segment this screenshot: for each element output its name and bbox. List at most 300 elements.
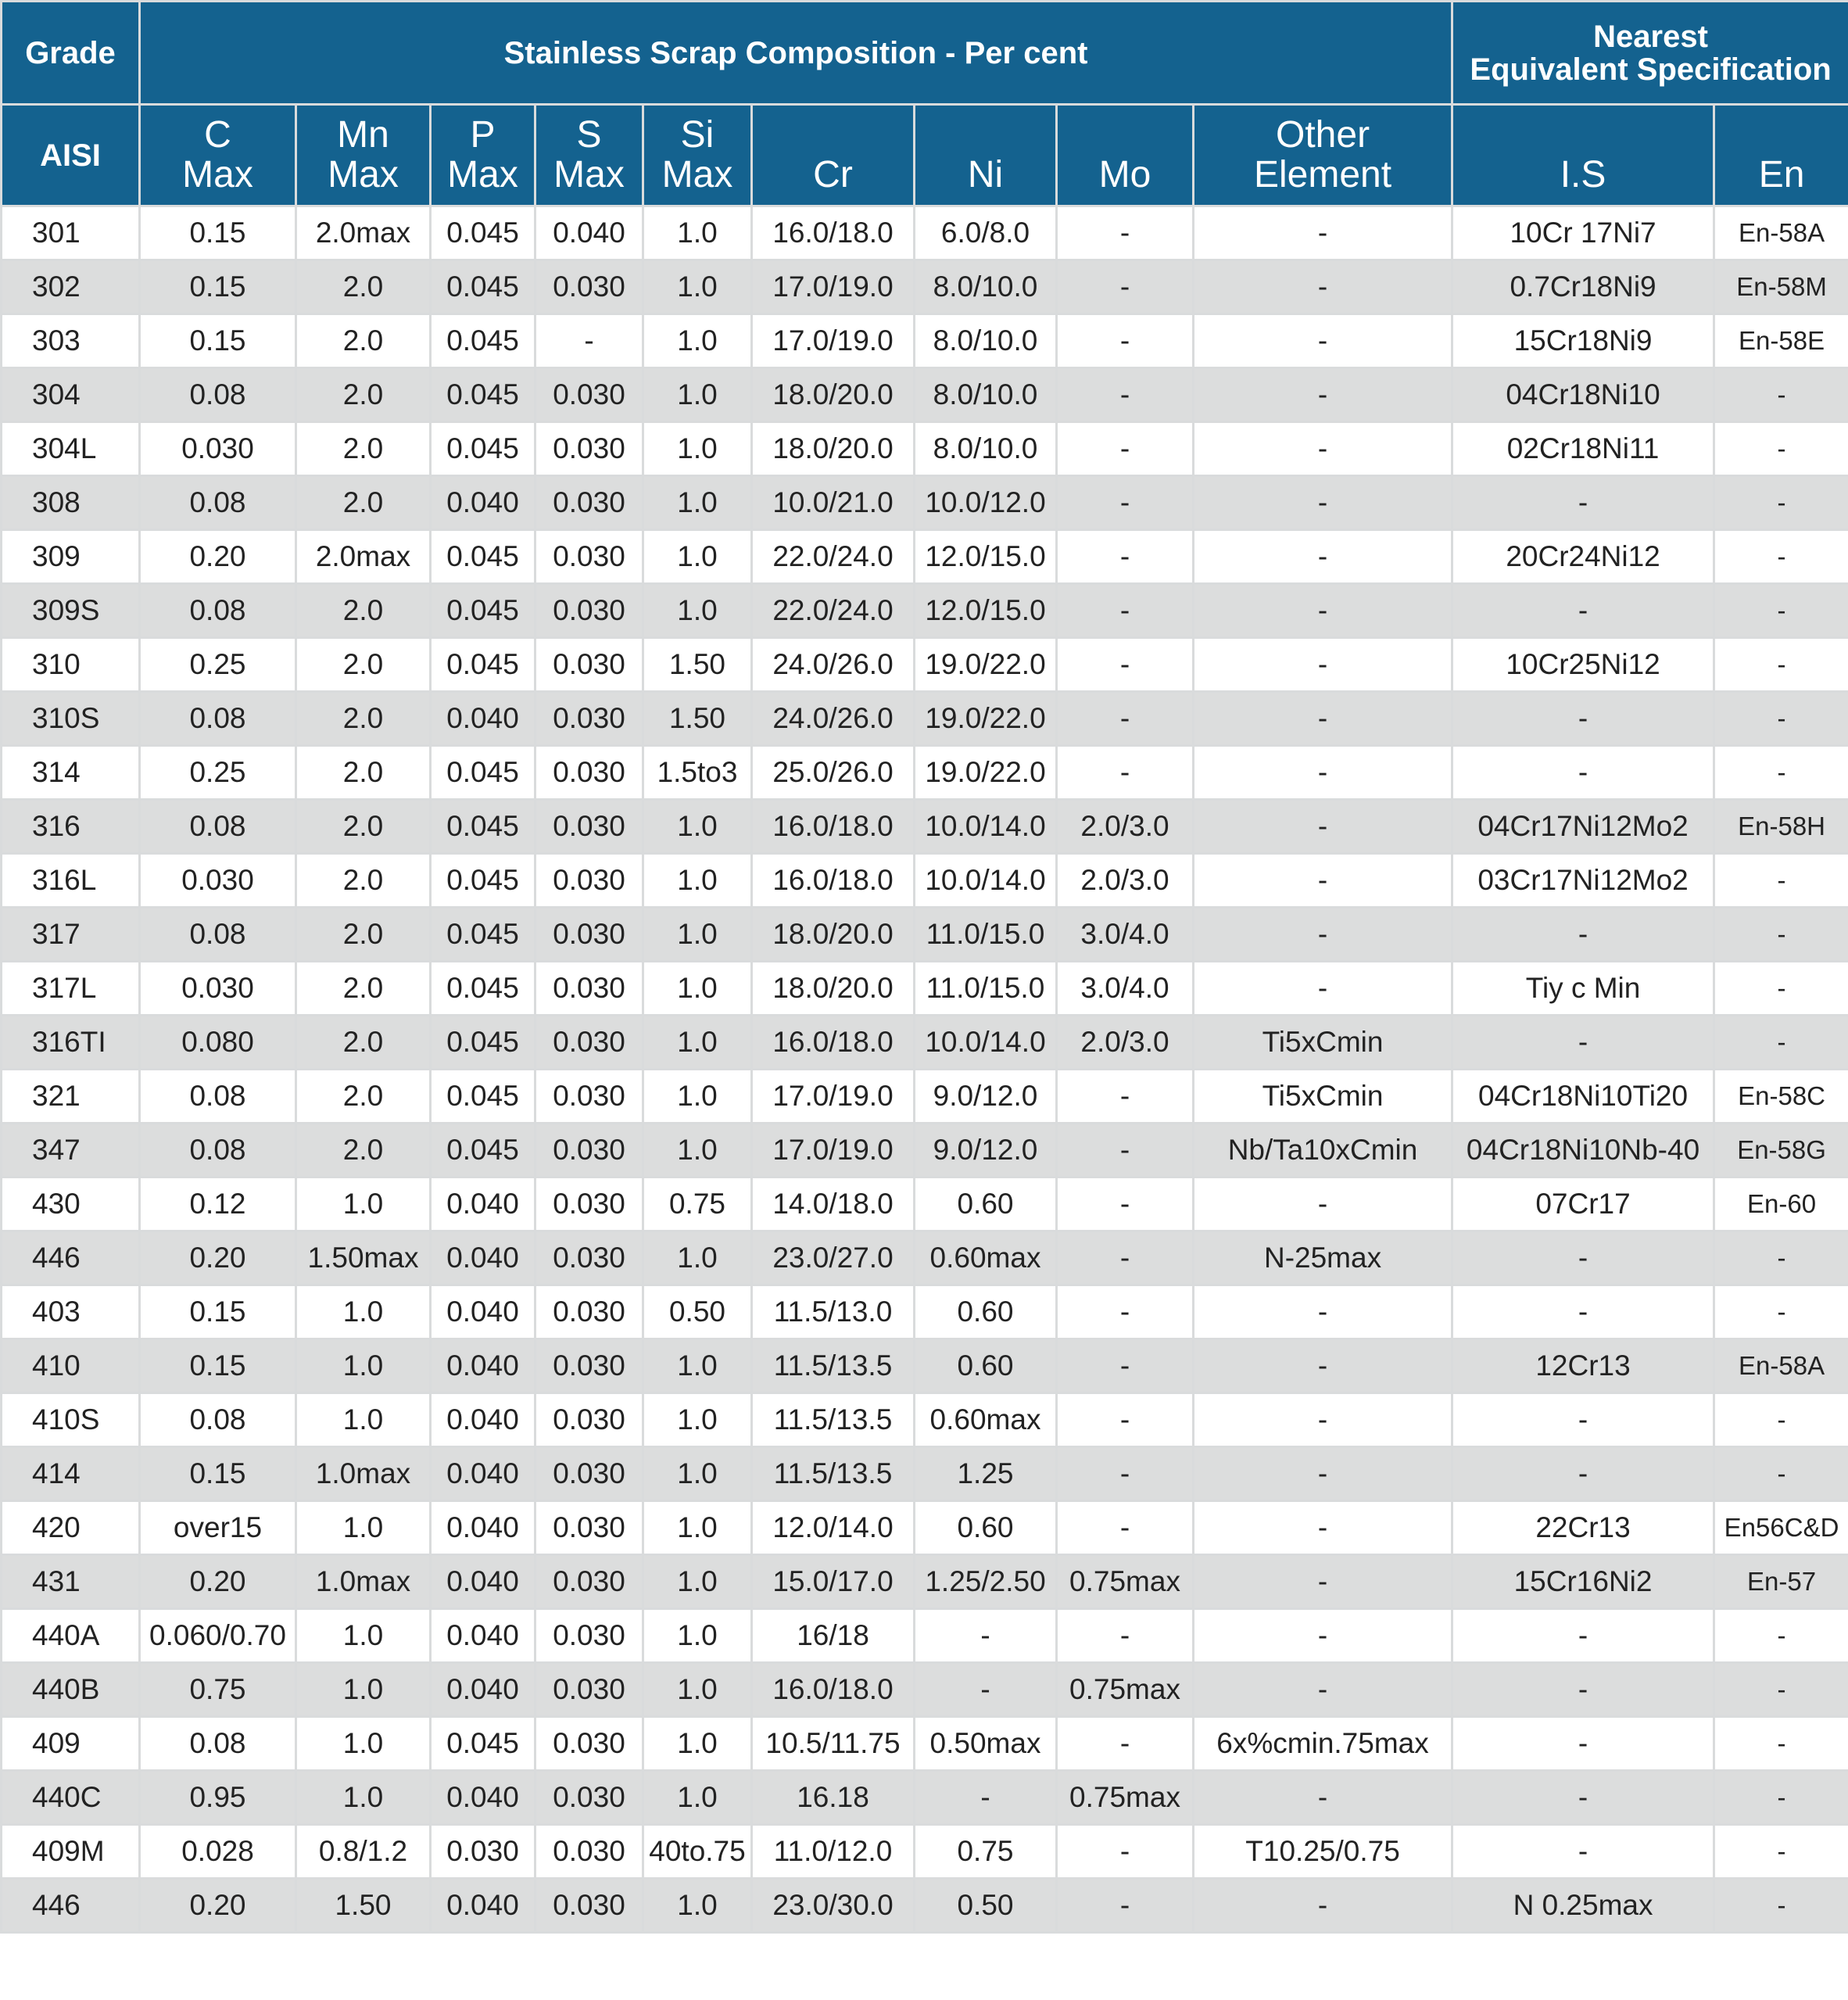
cell-s-max: 0.030 bbox=[535, 1070, 643, 1124]
cell-other-element: - bbox=[1194, 422, 1452, 476]
cell-mn-max: 2.0 bbox=[296, 260, 431, 314]
cell-cr: 24.0/26.0 bbox=[752, 692, 915, 746]
cell-en-spec: - bbox=[1714, 1825, 1848, 1879]
cell-cr: 18.0/20.0 bbox=[752, 368, 915, 422]
column-header-is-spec bbox=[1452, 105, 1714, 206]
cell-en-spec: En-58A bbox=[1714, 1339, 1848, 1393]
cell-ni: 12.0/15.0 bbox=[915, 530, 1057, 584]
cell-en-spec: - bbox=[1714, 746, 1848, 800]
cell-mo: - bbox=[1057, 638, 1194, 692]
cell-cr: 16.0/18.0 bbox=[752, 1663, 915, 1717]
cell-si-max: 1.0 bbox=[643, 368, 752, 422]
cell-other-element: - bbox=[1194, 1663, 1452, 1717]
cell-s-max: 0.030 bbox=[535, 1825, 643, 1879]
cell-mn-max: 1.0 bbox=[296, 1339, 431, 1393]
cell-mo: - bbox=[1057, 692, 1194, 746]
cell-other-element: - bbox=[1194, 1339, 1452, 1393]
cell-ni: 8.0/10.0 bbox=[915, 368, 1057, 422]
cell-en-spec: En-60 bbox=[1714, 1177, 1848, 1231]
cell-is-spec: - bbox=[1452, 1717, 1714, 1771]
column-header-en-spec bbox=[1714, 105, 1848, 206]
column-header-line1: Other bbox=[1276, 114, 1370, 156]
cell-p-max: 0.045 bbox=[431, 1124, 535, 1177]
cell-other-element: - bbox=[1194, 1501, 1452, 1555]
cell-si-max: 1.0 bbox=[643, 1501, 752, 1555]
grade-cell: 301 bbox=[2, 206, 140, 260]
cell-c-max: 0.75 bbox=[140, 1663, 296, 1717]
cell-other-element: - bbox=[1194, 1177, 1452, 1231]
cell-cr: 17.0/19.0 bbox=[752, 1124, 915, 1177]
table-row bbox=[2, 584, 1848, 638]
cell-c-max: 0.15 bbox=[140, 206, 296, 260]
grade-cell: 347 bbox=[2, 1124, 140, 1177]
cell-c-max: 0.15 bbox=[140, 1447, 296, 1501]
cell-ni: 1.25 bbox=[915, 1447, 1057, 1501]
cell-mn-max: 2.0 bbox=[296, 908, 431, 962]
column-header-line2: Element bbox=[1253, 153, 1392, 195]
cell-s-max: 0.030 bbox=[535, 1016, 643, 1070]
cell-c-max: 0.08 bbox=[140, 908, 296, 962]
table-row bbox=[2, 1501, 1848, 1555]
cell-si-max: 1.0 bbox=[643, 476, 752, 530]
cell-cr: 18.0/20.0 bbox=[752, 962, 915, 1016]
cell-other-element: - bbox=[1194, 314, 1452, 368]
cell-p-max: 0.045 bbox=[431, 368, 535, 422]
cell-c-max: 0.08 bbox=[140, 1070, 296, 1124]
grade-cell: 303 bbox=[2, 314, 140, 368]
cell-s-max: 0.040 bbox=[535, 206, 643, 260]
cell-c-max: 0.08 bbox=[140, 1393, 296, 1447]
cell-mo: - bbox=[1057, 1717, 1194, 1771]
cell-mo: 2.0/3.0 bbox=[1057, 854, 1194, 908]
cell-c-max: 0.08 bbox=[140, 800, 296, 854]
cell-mo: - bbox=[1057, 1609, 1194, 1663]
cell-is-spec: 0.7Cr18Ni9 bbox=[1452, 260, 1714, 314]
cell-p-max: 0.045 bbox=[431, 746, 535, 800]
cell-si-max: 1.0 bbox=[643, 1609, 752, 1663]
cell-other-element: Ti5xCmin bbox=[1194, 1070, 1452, 1124]
composition-header: Stainless Scrap Composition - Per cent bbox=[140, 2, 1452, 105]
column-header-mo bbox=[1057, 105, 1194, 206]
cell-other-element: - bbox=[1194, 206, 1452, 260]
cell-is-spec: - bbox=[1452, 692, 1714, 746]
cell-en-spec: - bbox=[1714, 1663, 1848, 1717]
cell-mo: - bbox=[1057, 1070, 1194, 1124]
cell-en-spec: En-58H bbox=[1714, 800, 1848, 854]
cell-ni: 8.0/10.0 bbox=[915, 314, 1057, 368]
grade-cell: 317L bbox=[2, 962, 140, 1016]
cell-mo: - bbox=[1057, 746, 1194, 800]
cell-en-spec: - bbox=[1714, 368, 1848, 422]
cell-si-max: 1.0 bbox=[643, 800, 752, 854]
cell-is-spec: - bbox=[1452, 1825, 1714, 1879]
cell-en-spec: En-58C bbox=[1714, 1070, 1848, 1124]
table-row bbox=[2, 1124, 1848, 1177]
cell-si-max: 0.50 bbox=[643, 1285, 752, 1339]
cell-mn-max: 2.0 bbox=[296, 800, 431, 854]
cell-cr: 14.0/18.0 bbox=[752, 1177, 915, 1231]
cell-si-max: 1.0 bbox=[643, 962, 752, 1016]
cell-mo: 2.0/3.0 bbox=[1057, 1016, 1194, 1070]
cell-is-spec: - bbox=[1452, 746, 1714, 800]
cell-ni: 6.0/8.0 bbox=[915, 206, 1057, 260]
cell-si-max: 40to.75 bbox=[643, 1825, 752, 1879]
cell-c-max: 0.030 bbox=[140, 854, 296, 908]
cell-mo: - bbox=[1057, 1501, 1194, 1555]
grade-cell: 302 bbox=[2, 260, 140, 314]
table-row bbox=[2, 206, 1848, 260]
cell-s-max: 0.030 bbox=[535, 1231, 643, 1285]
cell-other-element: - bbox=[1194, 638, 1452, 692]
table-row bbox=[2, 314, 1848, 368]
cell-s-max: 0.030 bbox=[535, 638, 643, 692]
equivalent-line2: Equivalent Specification bbox=[1470, 52, 1832, 87]
cell-cr: 17.0/19.0 bbox=[752, 314, 915, 368]
cell-cr: 16.0/18.0 bbox=[752, 854, 915, 908]
cell-other-element: - bbox=[1194, 476, 1452, 530]
cell-is-spec: - bbox=[1452, 1609, 1714, 1663]
grade-cell: 308 bbox=[2, 476, 140, 530]
cell-mo: - bbox=[1057, 1879, 1194, 1933]
cell-ni: 10.0/14.0 bbox=[915, 854, 1057, 908]
cell-c-max: 0.20 bbox=[140, 1555, 296, 1609]
cell-p-max: 0.040 bbox=[431, 1339, 535, 1393]
column-header-line2: Cr bbox=[813, 153, 853, 195]
cell-p-max: 0.040 bbox=[431, 1285, 535, 1339]
table-row bbox=[2, 1663, 1848, 1717]
cell-mn-max: 1.0 bbox=[296, 1663, 431, 1717]
column-header-line2: Max bbox=[328, 153, 399, 195]
cell-mn-max: 1.0 bbox=[296, 1501, 431, 1555]
grade-header: Grade bbox=[2, 2, 140, 105]
cell-c-max: 0.15 bbox=[140, 314, 296, 368]
cell-mn-max: 2.0 bbox=[296, 476, 431, 530]
cell-is-spec: - bbox=[1452, 1771, 1714, 1825]
cell-ni: 19.0/22.0 bbox=[915, 638, 1057, 692]
cell-mn-max: 1.0 bbox=[296, 1717, 431, 1771]
cell-p-max: 0.040 bbox=[431, 1609, 535, 1663]
cell-ni: 8.0/10.0 bbox=[915, 260, 1057, 314]
cell-p-max: 0.040 bbox=[431, 476, 535, 530]
cell-mn-max: 0.8/1.2 bbox=[296, 1825, 431, 1879]
equivalent-spec-header bbox=[1452, 2, 1848, 105]
cell-ni: 0.60max bbox=[915, 1393, 1057, 1447]
cell-mn-max: 2.0max bbox=[296, 206, 431, 260]
grade-cell: 420 bbox=[2, 1501, 140, 1555]
cell-ni: 11.0/15.0 bbox=[915, 962, 1057, 1016]
cell-mn-max: 2.0 bbox=[296, 962, 431, 1016]
cell-en-spec: - bbox=[1714, 1393, 1848, 1447]
cell-c-max: 0.028 bbox=[140, 1825, 296, 1879]
table-row bbox=[2, 1717, 1848, 1771]
cell-en-spec: - bbox=[1714, 1609, 1848, 1663]
cell-is-spec: - bbox=[1452, 908, 1714, 962]
cell-mo: - bbox=[1057, 530, 1194, 584]
column-header-line2: En bbox=[1758, 153, 1805, 195]
cell-mn-max: 2.0max bbox=[296, 530, 431, 584]
cell-p-max: 0.040 bbox=[431, 1393, 535, 1447]
cell-ni: 0.60max bbox=[915, 1231, 1057, 1285]
table-row bbox=[2, 692, 1848, 746]
cell-mn-max: 1.0max bbox=[296, 1447, 431, 1501]
cell-mn-max: 1.0 bbox=[296, 1285, 431, 1339]
cell-is-spec: 04Cr18Ni10Nb-40 bbox=[1452, 1124, 1714, 1177]
cell-en-spec: - bbox=[1714, 1447, 1848, 1501]
cell-ni: 9.0/12.0 bbox=[915, 1124, 1057, 1177]
cell-is-spec: 22Cr13 bbox=[1452, 1501, 1714, 1555]
cell-en-spec: - bbox=[1714, 854, 1848, 908]
table-row bbox=[2, 1285, 1848, 1339]
cell-is-spec: 07Cr17 bbox=[1452, 1177, 1714, 1231]
cell-c-max: 0.25 bbox=[140, 746, 296, 800]
cell-c-max: 0.08 bbox=[140, 1717, 296, 1771]
column-header-cr bbox=[752, 105, 915, 206]
cell-p-max: 0.040 bbox=[431, 1501, 535, 1555]
table-row bbox=[2, 422, 1848, 476]
cell-ni: 19.0/22.0 bbox=[915, 746, 1057, 800]
table-row bbox=[2, 368, 1848, 422]
cell-is-spec: N 0.25max bbox=[1452, 1879, 1714, 1933]
cell-c-max: 0.12 bbox=[140, 1177, 296, 1231]
cell-mo: - bbox=[1057, 584, 1194, 638]
cell-ni: - bbox=[915, 1771, 1057, 1825]
cell-other-element: - bbox=[1194, 368, 1452, 422]
cell-mo: - bbox=[1057, 1339, 1194, 1393]
aisi-header: AISI bbox=[2, 105, 140, 206]
cell-mn-max: 1.0max bbox=[296, 1555, 431, 1609]
cell-en-spec: - bbox=[1714, 638, 1848, 692]
cell-ni: 0.60 bbox=[915, 1339, 1057, 1393]
cell-s-max: 0.030 bbox=[535, 1609, 643, 1663]
grade-cell: 310S bbox=[2, 692, 140, 746]
column-header-line2: Ni bbox=[967, 153, 1004, 195]
column-header-line1: S bbox=[576, 114, 602, 156]
column-header-line1 bbox=[1453, 116, 1713, 155]
cell-other-element: - bbox=[1194, 746, 1452, 800]
cell-si-max: 1.0 bbox=[643, 206, 752, 260]
cell-cr: 16/18 bbox=[752, 1609, 915, 1663]
table-row bbox=[2, 962, 1848, 1016]
column-header-line1: C bbox=[204, 114, 231, 156]
cell-is-spec: 15Cr18Ni9 bbox=[1452, 314, 1714, 368]
cell-cr: 22.0/24.0 bbox=[752, 584, 915, 638]
cell-si-max: 1.0 bbox=[643, 1124, 752, 1177]
cell-en-spec: - bbox=[1714, 962, 1848, 1016]
cell-en-spec: - bbox=[1714, 1879, 1848, 1933]
cell-mn-max: 2.0 bbox=[296, 584, 431, 638]
cell-p-max: 0.040 bbox=[431, 1555, 535, 1609]
cell-s-max: 0.030 bbox=[535, 800, 643, 854]
grade-cell: 440A bbox=[2, 1609, 140, 1663]
grade-cell: 414 bbox=[2, 1447, 140, 1501]
cell-cr: 10.5/11.75 bbox=[752, 1717, 915, 1771]
cell-en-spec: En-57 bbox=[1714, 1555, 1848, 1609]
cell-s-max: 0.030 bbox=[535, 692, 643, 746]
cell-mo: - bbox=[1057, 314, 1194, 368]
column-header-line2: I.S bbox=[1560, 153, 1606, 195]
cell-other-element: - bbox=[1194, 854, 1452, 908]
cell-p-max: 0.040 bbox=[431, 1663, 535, 1717]
cell-is-spec: Tiy c Min bbox=[1452, 962, 1714, 1016]
cell-en-spec: - bbox=[1714, 1231, 1848, 1285]
cell-other-element: - bbox=[1194, 1285, 1452, 1339]
table-row bbox=[2, 908, 1848, 962]
table-row bbox=[2, 1016, 1848, 1070]
column-header-line2: Max bbox=[553, 153, 625, 195]
cell-si-max: 0.75 bbox=[643, 1177, 752, 1231]
column-header-si-max bbox=[643, 105, 752, 206]
cell-cr: 16.0/18.0 bbox=[752, 1016, 915, 1070]
cell-cr: 11.0/12.0 bbox=[752, 1825, 915, 1879]
cell-cr: 24.0/26.0 bbox=[752, 638, 915, 692]
cell-is-spec: - bbox=[1452, 1663, 1714, 1717]
cell-en-spec: En-58A bbox=[1714, 206, 1848, 260]
cell-mn-max: 2.0 bbox=[296, 1016, 431, 1070]
cell-s-max: 0.030 bbox=[535, 1501, 643, 1555]
cell-c-max: 0.20 bbox=[140, 530, 296, 584]
column-header-line1 bbox=[753, 116, 913, 155]
cell-c-max: 0.08 bbox=[140, 584, 296, 638]
cell-cr: 12.0/14.0 bbox=[752, 1501, 915, 1555]
cell-p-max: 0.045 bbox=[431, 206, 535, 260]
grade-cell: 410 bbox=[2, 1339, 140, 1393]
cell-si-max: 1.0 bbox=[643, 260, 752, 314]
cell-mn-max: 2.0 bbox=[296, 422, 431, 476]
cell-cr: 11.5/13.5 bbox=[752, 1447, 915, 1501]
cell-s-max: - bbox=[535, 314, 643, 368]
cell-c-max: 0.20 bbox=[140, 1879, 296, 1933]
cell-p-max: 0.045 bbox=[431, 1016, 535, 1070]
cell-si-max: 1.50 bbox=[643, 692, 752, 746]
cell-p-max: 0.045 bbox=[431, 1070, 535, 1124]
cell-si-max: 1.0 bbox=[643, 1231, 752, 1285]
cell-c-max: 0.15 bbox=[140, 1339, 296, 1393]
cell-is-spec: 04Cr18Ni10Ti20 bbox=[1452, 1070, 1714, 1124]
grade-cell: 431 bbox=[2, 1555, 140, 1609]
cell-mo: - bbox=[1057, 1825, 1194, 1879]
cell-s-max: 0.030 bbox=[535, 584, 643, 638]
cell-p-max: 0.030 bbox=[431, 1825, 535, 1879]
cell-cr: 11.5/13.0 bbox=[752, 1285, 915, 1339]
cell-p-max: 0.040 bbox=[431, 1447, 535, 1501]
cell-s-max: 0.030 bbox=[535, 1663, 643, 1717]
grade-cell: 317 bbox=[2, 908, 140, 962]
cell-s-max: 0.030 bbox=[535, 422, 643, 476]
cell-mo: - bbox=[1057, 206, 1194, 260]
table-row bbox=[2, 1070, 1848, 1124]
cell-is-spec: 04Cr18Ni10 bbox=[1452, 368, 1714, 422]
cell-mn-max: 2.0 bbox=[296, 1124, 431, 1177]
grade-cell: 310 bbox=[2, 638, 140, 692]
cell-other-element: - bbox=[1194, 1879, 1452, 1933]
cell-c-max: 0.030 bbox=[140, 962, 296, 1016]
cell-en-spec: - bbox=[1714, 1717, 1848, 1771]
cell-is-spec: - bbox=[1452, 584, 1714, 638]
cell-en-spec: En-58M bbox=[1714, 260, 1848, 314]
cell-cr: 17.0/19.0 bbox=[752, 260, 915, 314]
cell-ni: - bbox=[915, 1609, 1057, 1663]
grade-cell: 314 bbox=[2, 746, 140, 800]
cell-other-element: - bbox=[1194, 908, 1452, 962]
cell-mn-max: 2.0 bbox=[296, 746, 431, 800]
cell-other-element: - bbox=[1194, 260, 1452, 314]
cell-cr: 17.0/19.0 bbox=[752, 1070, 915, 1124]
cell-p-max: 0.040 bbox=[431, 1177, 535, 1231]
cell-p-max: 0.045 bbox=[431, 638, 535, 692]
cell-en-spec: - bbox=[1714, 1285, 1848, 1339]
cell-si-max: 1.0 bbox=[643, 584, 752, 638]
column-header-line1: Si bbox=[680, 114, 714, 156]
cell-s-max: 0.030 bbox=[535, 1555, 643, 1609]
cell-p-max: 0.045 bbox=[431, 584, 535, 638]
cell-mo: 0.75max bbox=[1057, 1771, 1194, 1825]
cell-c-max: 0.15 bbox=[140, 1285, 296, 1339]
cell-is-spec: 20Cr24Ni12 bbox=[1452, 530, 1714, 584]
cell-c-max: 0.95 bbox=[140, 1771, 296, 1825]
cell-ni: 0.75 bbox=[915, 1825, 1057, 1879]
cell-mn-max: 1.0 bbox=[296, 1771, 431, 1825]
table-row bbox=[2, 1555, 1848, 1609]
cell-s-max: 0.030 bbox=[535, 1285, 643, 1339]
cell-si-max: 1.0 bbox=[643, 530, 752, 584]
cell-is-spec: 03Cr17Ni12Mo2 bbox=[1452, 854, 1714, 908]
cell-p-max: 0.045 bbox=[431, 314, 535, 368]
cell-p-max: 0.045 bbox=[431, 530, 535, 584]
cell-mo: 0.75max bbox=[1057, 1663, 1194, 1717]
cell-s-max: 0.030 bbox=[535, 1124, 643, 1177]
cell-si-max: 1.0 bbox=[643, 1717, 752, 1771]
table-row bbox=[2, 1447, 1848, 1501]
cell-mo: - bbox=[1057, 1393, 1194, 1447]
cell-mo: 3.0/4.0 bbox=[1057, 908, 1194, 962]
cell-cr: 16.18 bbox=[752, 1771, 915, 1825]
grade-cell: 410S bbox=[2, 1393, 140, 1447]
table-row bbox=[2, 1609, 1848, 1663]
column-header-line1: P bbox=[470, 114, 496, 156]
cell-mo: - bbox=[1057, 422, 1194, 476]
grade-cell: 409M bbox=[2, 1825, 140, 1879]
table-row bbox=[2, 1339, 1848, 1393]
cell-other-element: - bbox=[1194, 1771, 1452, 1825]
cell-en-spec: - bbox=[1714, 1771, 1848, 1825]
grade-cell: 403 bbox=[2, 1285, 140, 1339]
column-header-line2: Max bbox=[661, 153, 733, 195]
table-row bbox=[2, 1177, 1848, 1231]
cell-other-element: - bbox=[1194, 530, 1452, 584]
table-row bbox=[2, 530, 1848, 584]
cell-mo: - bbox=[1057, 260, 1194, 314]
column-header-ni bbox=[915, 105, 1057, 206]
column-header-line2: Mo bbox=[1098, 153, 1151, 195]
cell-mo: - bbox=[1057, 1231, 1194, 1285]
cell-en-spec: - bbox=[1714, 422, 1848, 476]
cell-en-spec: - bbox=[1714, 1016, 1848, 1070]
cell-mo: 3.0/4.0 bbox=[1057, 962, 1194, 1016]
cell-si-max: 1.50 bbox=[643, 638, 752, 692]
cell-p-max: 0.045 bbox=[431, 260, 535, 314]
grade-cell: 440B bbox=[2, 1663, 140, 1717]
column-header-p-max bbox=[431, 105, 535, 206]
column-header-other-element bbox=[1194, 105, 1452, 206]
cell-p-max: 0.040 bbox=[431, 1879, 535, 1933]
cell-s-max: 0.030 bbox=[535, 1177, 643, 1231]
cell-si-max: 1.0 bbox=[643, 1447, 752, 1501]
cell-ni: 1.25/2.50 bbox=[915, 1555, 1057, 1609]
cell-mo: - bbox=[1057, 368, 1194, 422]
cell-p-max: 0.045 bbox=[431, 854, 535, 908]
cell-s-max: 0.030 bbox=[535, 260, 643, 314]
grade-cell: 316 bbox=[2, 800, 140, 854]
